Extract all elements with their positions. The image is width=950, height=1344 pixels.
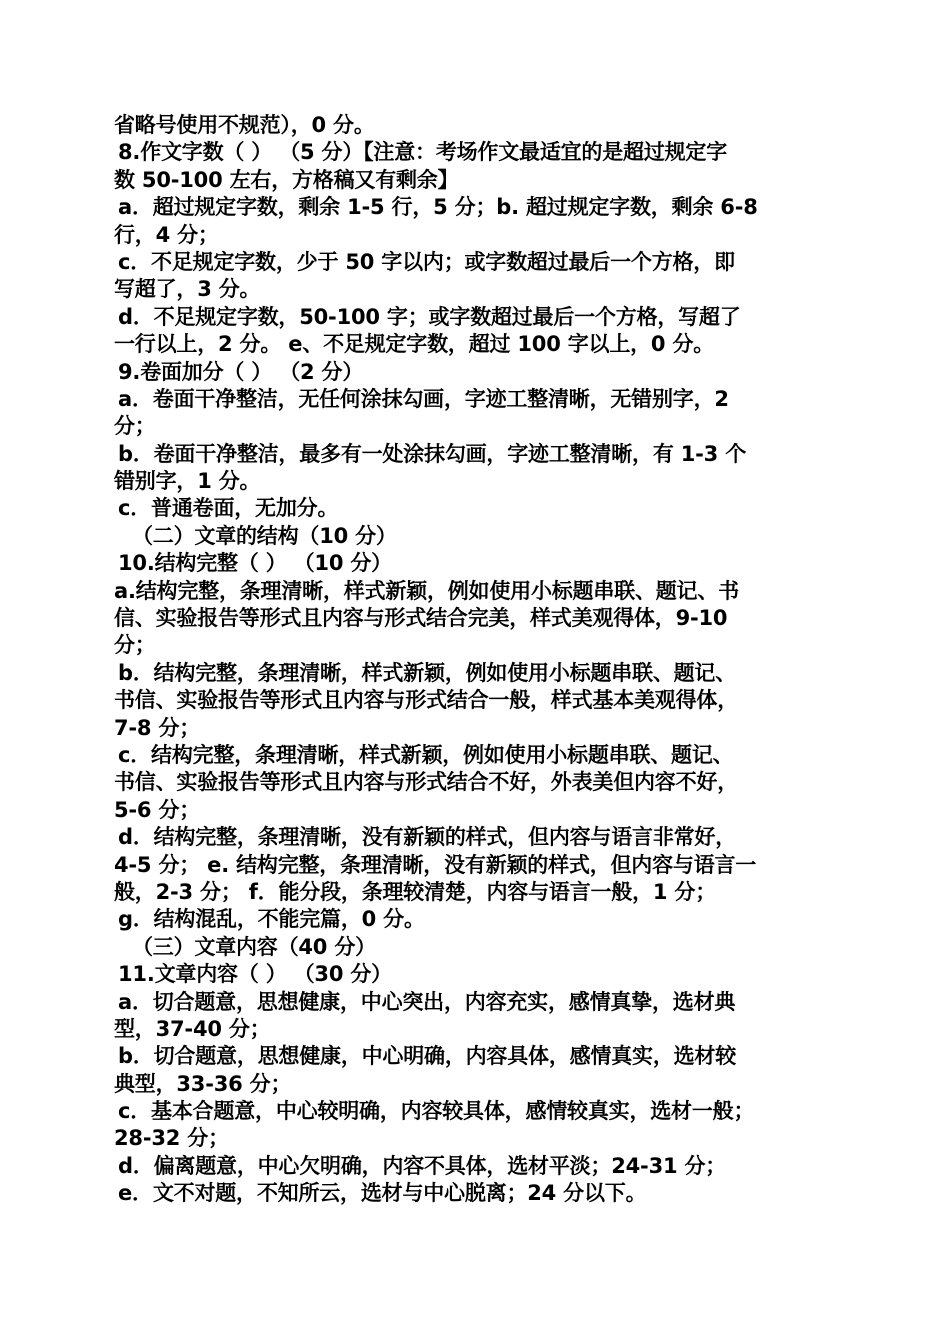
text-line: a.结构完整，条理清晰，样式新颖，例如使用小标题串联、题记、书: [114, 578, 739, 603]
section-heading-3: （三）文章内容（40 分）: [132, 934, 376, 959]
text-line: a．卷面干净整洁，无任何涂抹勾画，字迹工整清晰，无错别字，2: [118, 386, 729, 411]
text-line: c．普通卷面，无加分。: [118, 496, 339, 521]
text-line: 般，2-3 分； f．能分段，条理较清楚，内容与语言一般，1 分；: [114, 879, 717, 904]
text-line: 信、实验报告等形式且内容与形式结合完美，样式美观得体，9-10: [114, 606, 728, 631]
text-line: 书信、实验报告等形式且内容与形式结合一般，样式基本美观得体，: [114, 688, 738, 713]
text-line: a．超过规定字数，剩余 1-5 行，5 分；b. 超过规定字数，剩余 6-8: [118, 195, 758, 220]
text-line: 5-6 分；: [114, 797, 201, 822]
text-line: c．结构完整，条理清晰，样式新颖，例如使用小标题串联、题记、: [118, 742, 734, 767]
question-heading-9: 9.卷面加分（ ） （2 分）: [118, 359, 364, 384]
text-line: 错别字，1 分。: [114, 469, 261, 494]
text-line: 省略号使用不规范），0 分。: [114, 113, 375, 137]
text-line: d．结构完整，条理清晰，没有新颖的样式，但内容与语言非常好，: [118, 825, 737, 850]
text-line: g．结构混乱，不能完篇，0 分。: [118, 907, 425, 932]
text-line: 分；: [114, 414, 156, 439]
question-heading-8: 8.作文字数（ ） （5 分）【注意：考场作文最适宜的是超过规定字: [118, 140, 728, 165]
text-line: b．结构完整，条理清晰，样式新颖，例如使用小标题串联、题记、: [118, 660, 737, 685]
text-line: d．偏离题意，中心欠明确，内容不具体，选材平淡；24-31 分；: [118, 1153, 727, 1178]
question-heading-10: 10.结构完整（ ） （10 分）: [118, 551, 392, 576]
section-heading-2: （二）文章的结构（10 分）: [132, 523, 397, 548]
text-line: d．不足规定字数，50-100 字；或字数超过最后一个方格，写超了: [118, 304, 741, 329]
text-line: b．卷面干净整洁，最多有一处涂抹勾画，字迹工整清晰，有 1-3 个: [118, 441, 746, 466]
text-line: 写超了，3 分。: [114, 277, 261, 302]
text-line: c．不足规定字数，少于 50 字以内；或字数超过最后一个方格，即: [118, 249, 735, 274]
text-line: a．切合题意，思想健康，中心突出，内容充实，感情真挚，选材典: [118, 989, 736, 1014]
text-line: 7-8 分；: [114, 715, 201, 740]
text-line: b．切合题意，思想健康，中心明确，内容具体，感情真实，选材较: [118, 1044, 737, 1069]
text-line: 型，37-40 分；: [114, 1016, 271, 1041]
text-line: e．文不对题，不知所云，选材与中心脱离；24 分以下。: [118, 1181, 647, 1206]
text-line: c．基本合题意，中心较明确，内容较具体，感情较真实，选材一般；: [118, 1099, 755, 1124]
text-line: 典型，33-36 分；: [114, 1071, 292, 1096]
text-line: 书信、实验报告等形式且内容与形式结合不好，外表美但内容不好，: [114, 770, 738, 795]
question-heading-11: 11.文章内容（ ） （30 分）: [118, 962, 392, 987]
text-line: 数 50-100 左右，方格稿又有剩余】: [114, 167, 459, 192]
text-line: 一行以上，2 分。 e、不足规定字数，超过 100 字以上，0 分。: [114, 332, 715, 357]
text-line: 28-32 分；: [114, 1126, 229, 1151]
text-line: 4-5 分； e. 结构完整，条理清晰，没有新颖的样式，但内容与语言一: [114, 852, 757, 877]
text-line: 行，4 分；: [114, 222, 219, 247]
document-body: [114, 112, 844, 1208]
text-line: 分；: [114, 633, 156, 658]
